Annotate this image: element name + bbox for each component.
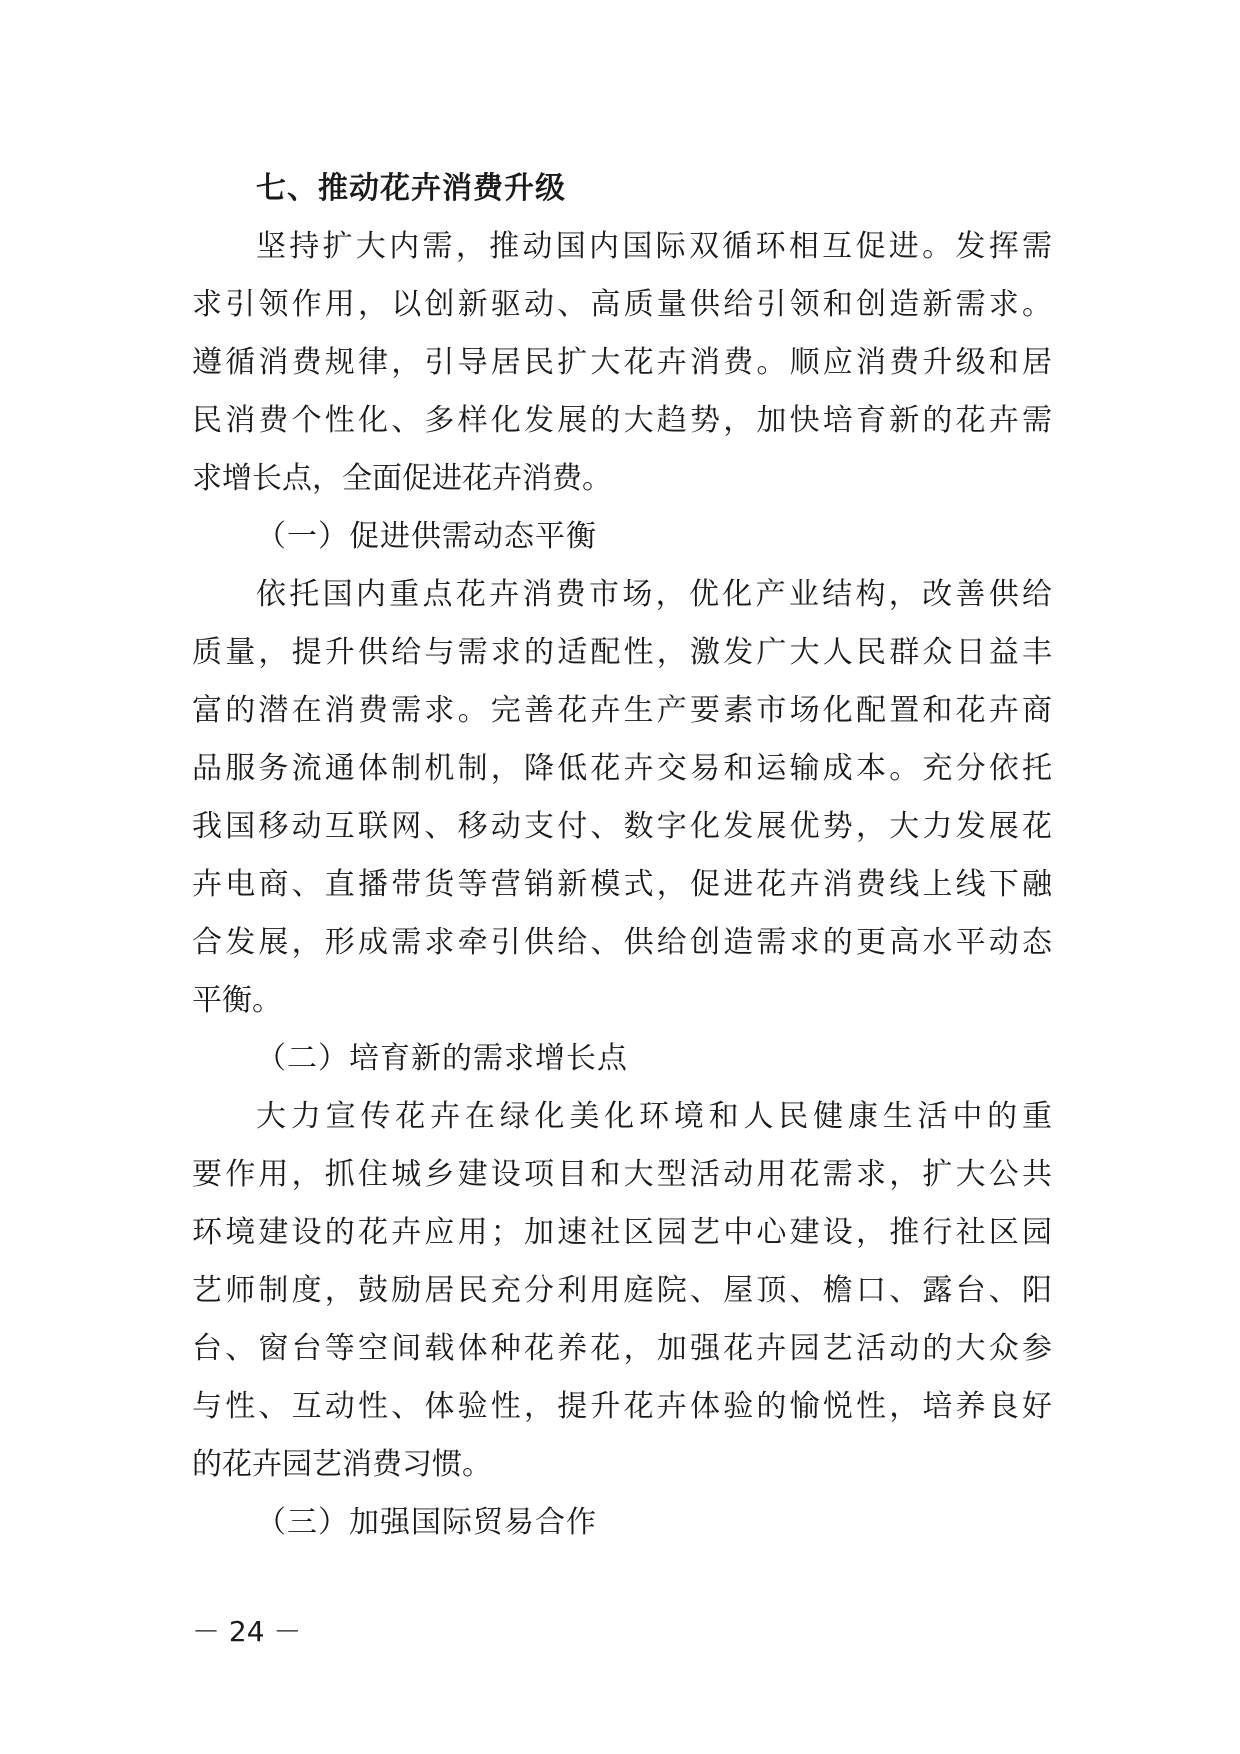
paragraph-line: 坚持扩大内需，推动国内国际双循环相互促进。发挥需 — [256, 229, 1052, 264]
paragraph-line: 民消费个性化、多样化发展的大趋势，加快培育新的花卉需 — [192, 403, 1052, 438]
paragraph-line: 台、窗台等空间载体种花养花，加强花卉园艺活动的大众参 — [192, 1331, 1052, 1366]
paragraph-line: 大力宣传花卉在绿化美化环境和人民健康生活中的重 — [256, 1099, 1052, 1134]
paragraph-line: 求引领作用，以创新驱动、高质量供给引领和创造新需求。 — [192, 287, 1052, 322]
paragraph-line: 与性、互动性、体验性，提升花卉体验的愉悦性，培养良好 — [192, 1389, 1052, 1424]
paragraph-line: 品服务流通体制机制，降低花卉交易和运输成本。充分依托 — [192, 751, 1052, 786]
subsection-2-paragraph — [192, 1088, 1052, 1494]
document-body — [192, 160, 1052, 1552]
paragraph-line: 艺师制度，鼓励居民充分利用庭院、屋顶、檐口、露台、阳 — [192, 1273, 1052, 1308]
paragraph-line: 平衡。 — [192, 983, 282, 1018]
paragraph-line: 合发展，形成需求牵引供给、供给创造需求的更高水平动态 — [192, 925, 1052, 960]
paragraph-line: 的花卉园艺消费习惯。 — [192, 1447, 492, 1482]
paragraph-line: 富的潜在消费需求。完善花卉生产要素市场化配置和花卉商 — [192, 693, 1052, 728]
paragraph-line: 要作用，抓住城乡建设项目和大型活动用花需求，扩大公共 — [192, 1157, 1052, 1192]
subsection-2-heading: （二）培育新的需求增长点 — [256, 1041, 628, 1076]
paragraph-line: 求增长点，全面促进花卉消费。 — [192, 461, 612, 496]
paragraph-line: 我国移动互联网、移动支付、数字化发展优势，大力发展花 — [192, 809, 1052, 844]
subsection-1-heading: （一）促进供需动态平衡 — [256, 519, 597, 554]
subsection-3-heading: （三）加强国际贸易合作 — [256, 1505, 597, 1540]
paragraph-line: 卉电商、直播带货等营销新模式，促进花卉消费线上线下融 — [192, 867, 1052, 902]
paragraph-line: 环境建设的花卉应用；加速社区园艺中心建设，推行社区园 — [192, 1215, 1052, 1250]
page-number: － 24 － — [192, 1615, 302, 1648]
section-heading: 七、推动花卉消费升级 — [256, 171, 566, 206]
subsection-1-paragraph — [192, 566, 1052, 1030]
intro-paragraph — [192, 218, 1052, 508]
paragraph-line: 质量，提升供给与需求的适配性，激发广大人民群众日益丰 — [192, 635, 1052, 670]
paragraph-line: 遵循消费规律，引导居民扩大花卉消费。顺应消费升级和居 — [192, 345, 1052, 380]
paragraph-line: 依托国内重点花卉消费市场，优化产业结构，改善供给 — [256, 577, 1052, 612]
